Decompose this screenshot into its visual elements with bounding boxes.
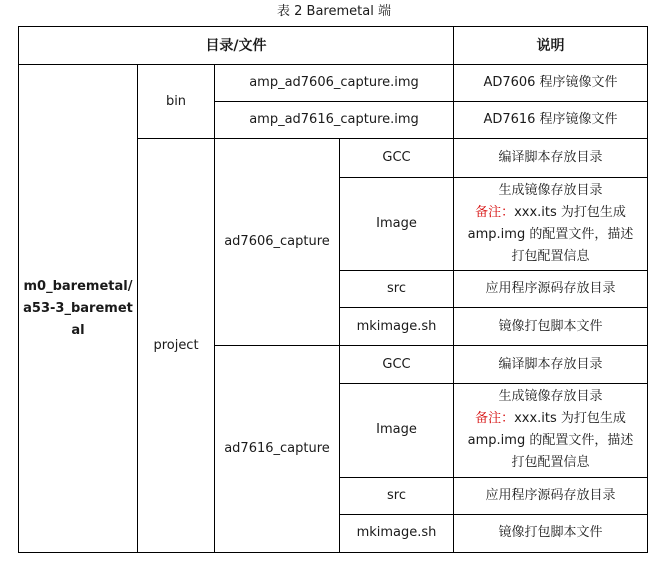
file-cell: GCC: [340, 139, 454, 177]
table-caption: 表 2 Baremetal 端: [277, 4, 391, 19]
bin-dir-cell: bin: [138, 65, 215, 139]
root-dir-cell: [19, 65, 138, 553]
root-dir-line: al: [71, 322, 85, 338]
file-cell: mkimage.sh: [340, 308, 454, 346]
image-note-line: [458, 202, 643, 224]
image-desc-line: amp.img 的配置文件，描述: [467, 433, 634, 449]
bin-desc-cell: AD7606 程序镜像文件: [454, 65, 648, 102]
image-desc-line: amp.img 的配置文件，描述: [467, 226, 634, 242]
image-note-line: [458, 408, 643, 430]
header-dir: 目录/文件: [19, 27, 454, 65]
table-row: [19, 65, 648, 102]
desc-cell: 镜像打包脚本文件: [454, 514, 648, 552]
desc-cell: 应用程序源码存放目录: [454, 270, 648, 307]
note-label: 备注：: [475, 411, 515, 427]
file-cell: Image: [340, 177, 454, 270]
header-desc: 说明: [454, 27, 648, 65]
file-cell: src: [340, 270, 454, 307]
note-text: xxx.its 为打包生成: [514, 411, 626, 427]
file-cell: GCC: [340, 346, 454, 384]
root-dir-line: a53-3_baremet: [23, 300, 133, 316]
desc-cell: 应用程序源码存放目录: [454, 477, 648, 514]
desc-cell: [454, 384, 648, 477]
bin-file-cell: amp_ad7606_capture.img: [215, 65, 454, 102]
baremetal-table: [18, 26, 648, 553]
image-desc-line: 生成镜像存放目录: [498, 389, 603, 405]
desc-cell: 编译脚本存放目录: [454, 139, 648, 177]
root-dir-line: m0_baremetal/: [23, 278, 133, 294]
file-cell: Image: [340, 384, 454, 477]
desc-cell: [454, 177, 648, 270]
group-name-cell: ad7616_capture: [215, 346, 340, 553]
desc-cell: 编译脚本存放目录: [454, 346, 648, 384]
file-cell: src: [340, 477, 454, 514]
note-label: 备注：: [475, 204, 515, 220]
desc-cell: 镜像打包脚本文件: [454, 308, 648, 346]
image-desc-line: 打包配置信息: [511, 248, 590, 264]
bin-desc-cell: AD7616 程序镜像文件: [454, 102, 648, 139]
header-row: [19, 27, 648, 65]
note-text: xxx.its 为打包生成: [514, 204, 626, 220]
project-dir-cell: project: [138, 139, 215, 553]
file-cell: mkimage.sh: [340, 514, 454, 552]
group-name-cell: ad7606_capture: [215, 139, 340, 346]
image-desc-line: 打包配置信息: [511, 455, 590, 471]
image-desc-line: 生成镜像存放目录: [498, 182, 603, 198]
bin-file-cell: amp_ad7616_capture.img: [215, 102, 454, 139]
